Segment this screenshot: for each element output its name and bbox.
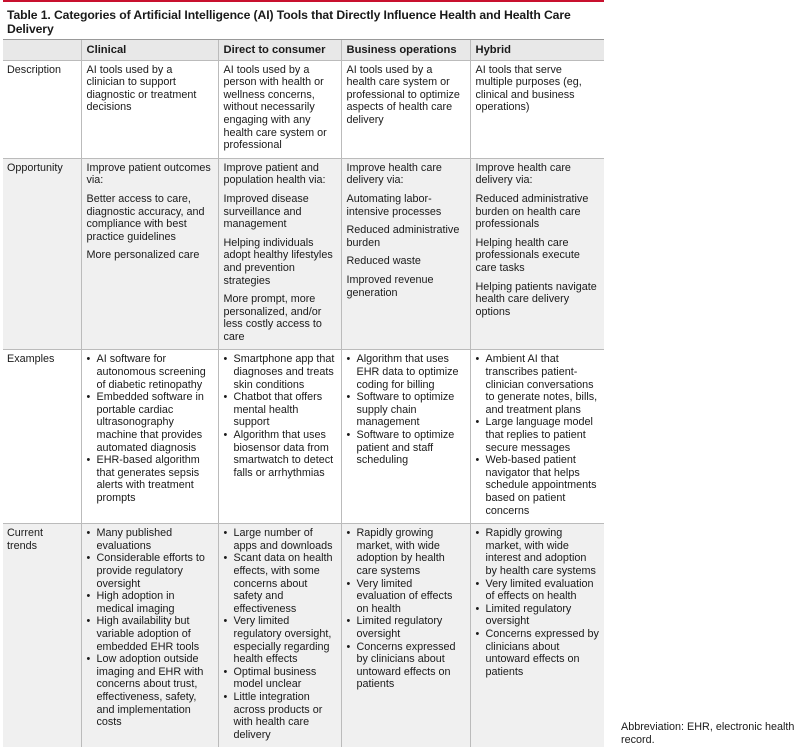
table-cell (341, 60, 470, 158)
bullet-icon: • (223, 690, 228, 703)
bullet-icon: • (346, 615, 351, 628)
column-header: Direct to consumer (218, 40, 341, 61)
table-cell (470, 158, 604, 350)
bullet-icon: • (86, 552, 91, 565)
bullet-icon: • (86, 653, 91, 666)
list-item-text: Software to optimize patient and staff scheduling (356, 429, 455, 467)
list-item-text: Scant data on health effects, with some concerns about safety and effectiveness (233, 552, 333, 615)
bullet-list (87, 527, 213, 729)
list-item (347, 353, 465, 391)
bullet-icon: • (86, 391, 91, 404)
list-item (224, 552, 336, 615)
list-item (224, 391, 336, 429)
cell-paragraph: AI tools used by a health care system or professional to optimize aspects of health care delivery (346, 63, 460, 126)
bullet-icon: • (475, 454, 480, 467)
list-item (224, 615, 336, 665)
table-row (3, 158, 604, 350)
bullet-icon: • (475, 353, 480, 366)
list-item-text: Very limited evaluation of effects on health (485, 577, 594, 603)
bullet-list (476, 353, 600, 517)
list-item (476, 603, 600, 628)
bullet-list (347, 527, 465, 691)
bullet-icon: • (223, 391, 228, 404)
bullet-icon: • (346, 640, 351, 653)
list-item-text: Very limited evaluation of effects on health (356, 577, 453, 615)
list-item (347, 615, 465, 640)
table-title: Table 1. Categories of Artificial Intelligence (AI) Tools that Directly Influence Health and Health Care Delivery (7, 8, 571, 36)
list-item (476, 628, 600, 678)
bullet-icon: • (223, 527, 228, 540)
bullet-icon: • (86, 454, 91, 467)
column-header: Business operations (341, 40, 470, 61)
list-item (87, 552, 213, 590)
cell-paragraph: Improved revenue generation (346, 273, 434, 299)
table-cell (341, 524, 470, 748)
list-item-text: Algorithm that uses biosensor data from smartwatch to detect falls or arrhythmias (233, 429, 334, 479)
bullet-icon: • (475, 527, 480, 540)
cell-paragraph: More prompt, more personalized, and/or less costly access to care (223, 293, 322, 343)
list-item (87, 391, 213, 454)
list-item (87, 527, 213, 552)
table-cell (218, 158, 341, 350)
list-item (347, 429, 465, 467)
list-item-text: Limited regulatory oversight (485, 602, 572, 628)
cell-paragraph: Improve patient and population health via: (223, 161, 326, 187)
bullet-list (224, 353, 336, 479)
table-cell (341, 350, 470, 524)
column-header: Hybrid (470, 40, 604, 61)
list-item (347, 578, 465, 616)
list-item (476, 353, 600, 416)
bullet-icon: • (475, 416, 480, 429)
bullet-icon: • (346, 527, 351, 540)
table-cell (341, 158, 470, 350)
list-item-text: Low adoption outside imaging and EHR with concerns about trust, effectiveness, safety, and implementation costs (96, 653, 204, 729)
list-item-text: Concerns expressed by clinicians about untoward effects on patients (485, 627, 599, 678)
cell-paragraph: AI tools that serve multiple purposes (eg, clinical and business operations) (475, 63, 582, 114)
list-item-text: Rapidly growing market, with wide adoption by health care systems (356, 527, 445, 577)
list-item-text: Large number of apps and downloads (233, 527, 333, 552)
list-item (224, 666, 336, 691)
list-item (87, 653, 213, 729)
cell-paragraph: Helping health care professionals execute care tasks (475, 236, 580, 274)
table-title-bar (3, 0, 604, 39)
list-item (347, 641, 465, 691)
cell-paragraph: AI tools used by a person with health or wellness concerns, without necessarily engaging with any health care system or professional (223, 63, 327, 152)
cell-paragraph: Helping individuals adopt healthy lifestyles and prevention strategies (223, 236, 333, 287)
table-row (3, 350, 604, 524)
cell-paragraph: Improved disease surveillance and management (223, 192, 309, 231)
bullet-icon: • (86, 615, 91, 628)
list-item-text: AI software for autonomous screening of diabetic retinopathy (96, 353, 206, 391)
list-item (476, 578, 600, 603)
table-cell (470, 60, 604, 158)
bullet-icon: • (346, 429, 351, 442)
bullet-icon: • (475, 602, 480, 615)
list-item (476, 454, 600, 517)
list-item-text: EHR-based algorithm that generates sepsis alerts with treatment prompts (96, 454, 200, 504)
table-cell (81, 524, 218, 748)
list-item (224, 527, 336, 552)
bullet-list (224, 527, 336, 741)
table-cell (218, 350, 341, 524)
row-label: Current trends (3, 524, 81, 748)
list-item-text: Little integration across products or with health care delivery (233, 690, 323, 741)
list-item-text: Software to optimize supply chain management (356, 391, 455, 429)
table-cell (218, 524, 341, 748)
list-item-text: Algorithm that uses EHR data to optimize coding for billing (356, 353, 459, 391)
list-item-text: High availability but variable adoption of embedded EHR tools (96, 615, 200, 653)
ai-categories-table (3, 39, 604, 747)
table-cell (218, 60, 341, 158)
bullet-icon: • (223, 552, 228, 565)
list-item-text: High adoption in medical imaging (96, 590, 175, 615)
list-item (87, 454, 213, 504)
cell-paragraph: Automating labor-intensive processes (346, 192, 442, 218)
list-item-text: Rapidly growing market, with wide interest and adoption by health care systems (485, 527, 596, 577)
cell-paragraph: More personalized care (86, 249, 200, 262)
bullet-list (476, 527, 600, 678)
list-item (87, 590, 213, 615)
list-item-text: Many published evaluations (96, 527, 173, 552)
list-item (476, 416, 600, 454)
cell-paragraph: Better access to care, diagnostic accuracy, and compliance with best practice guidelines (86, 192, 205, 243)
bullet-icon: • (86, 527, 91, 540)
table-row (3, 60, 604, 158)
list-item (224, 353, 336, 391)
list-item (476, 527, 600, 577)
bullet-icon: • (475, 577, 480, 590)
bullet-list (87, 353, 213, 504)
list-item (347, 391, 465, 429)
bullet-icon: • (223, 615, 228, 628)
column-header: Clinical (81, 40, 218, 61)
bullet-icon: • (223, 665, 228, 678)
list-item (87, 615, 213, 653)
cell-paragraph: Improve patient outcomes via: (86, 161, 211, 187)
list-item-text: Concerns expressed by clinicians about untoward effects on patients (356, 640, 456, 691)
bullet-icon: • (346, 577, 351, 590)
cell-paragraph: AI tools used by a clinician to support diagnostic or treatment decisions (86, 63, 197, 114)
list-item-text: Large language model that replies to patient secure messages (485, 416, 593, 454)
cell-paragraph: Reduced administrative burden (346, 224, 460, 249)
table-cell (470, 350, 604, 524)
bullet-icon: • (475, 627, 480, 640)
table-cell (470, 524, 604, 748)
table-cell (81, 158, 218, 350)
bullet-icon: • (86, 353, 91, 366)
list-item-text: Considerable efforts to provide regulatory oversight (96, 552, 205, 590)
row-label: Examples (3, 350, 81, 524)
list-item-text: Embedded software in portable cardiac ultrasonography machine that provides automated diagnosis (96, 391, 204, 454)
bullet-icon: • (346, 353, 351, 366)
bullet-icon: • (223, 429, 228, 442)
bullet-list (347, 353, 465, 466)
table-cell (81, 60, 218, 158)
table-container (3, 0, 604, 747)
list-item (87, 353, 213, 391)
bullet-icon: • (223, 353, 228, 366)
list-item-text: Limited regulatory oversight (356, 615, 443, 640)
list-item-text: Chatbot that offers mental health support (233, 391, 323, 429)
bullet-icon: • (86, 590, 91, 603)
abbreviation-footnote: Abbreviation: EHR, electronic health record. (621, 721, 795, 746)
header-blank (3, 40, 81, 61)
row-label: Description (3, 60, 81, 158)
cell-paragraph: Reduced waste (346, 255, 421, 268)
list-item-text: Optimal business model unclear (233, 665, 317, 691)
bullet-icon: • (346, 391, 351, 404)
list-item-text: Smartphone app that diagnoses and treats skin conditions (233, 353, 335, 391)
row-label: Opportunity (3, 158, 81, 350)
cell-paragraph: Reduced administrative burden on health care professionals (475, 192, 589, 231)
table-cell (81, 350, 218, 524)
list-item-text: Very limited regulatory oversight, especially regarding health effects (233, 615, 332, 666)
list-item (347, 527, 465, 577)
list-item (224, 691, 336, 741)
list-item (224, 429, 336, 479)
list-item-text: Web-based patient navigator that helps schedule appointments based on patient concerns (485, 454, 597, 517)
cell-paragraph: Improve health care delivery via: (475, 161, 571, 187)
header-row (3, 40, 604, 61)
cell-paragraph: Improve health care delivery via: (346, 161, 442, 187)
list-item-text: Ambient AI that transcribes patient-clinician conversations to generate notes, bills, and treatment plans (485, 353, 598, 416)
cell-paragraph: Helping patients navigate health care delivery options (475, 280, 597, 318)
table-row (3, 524, 604, 748)
